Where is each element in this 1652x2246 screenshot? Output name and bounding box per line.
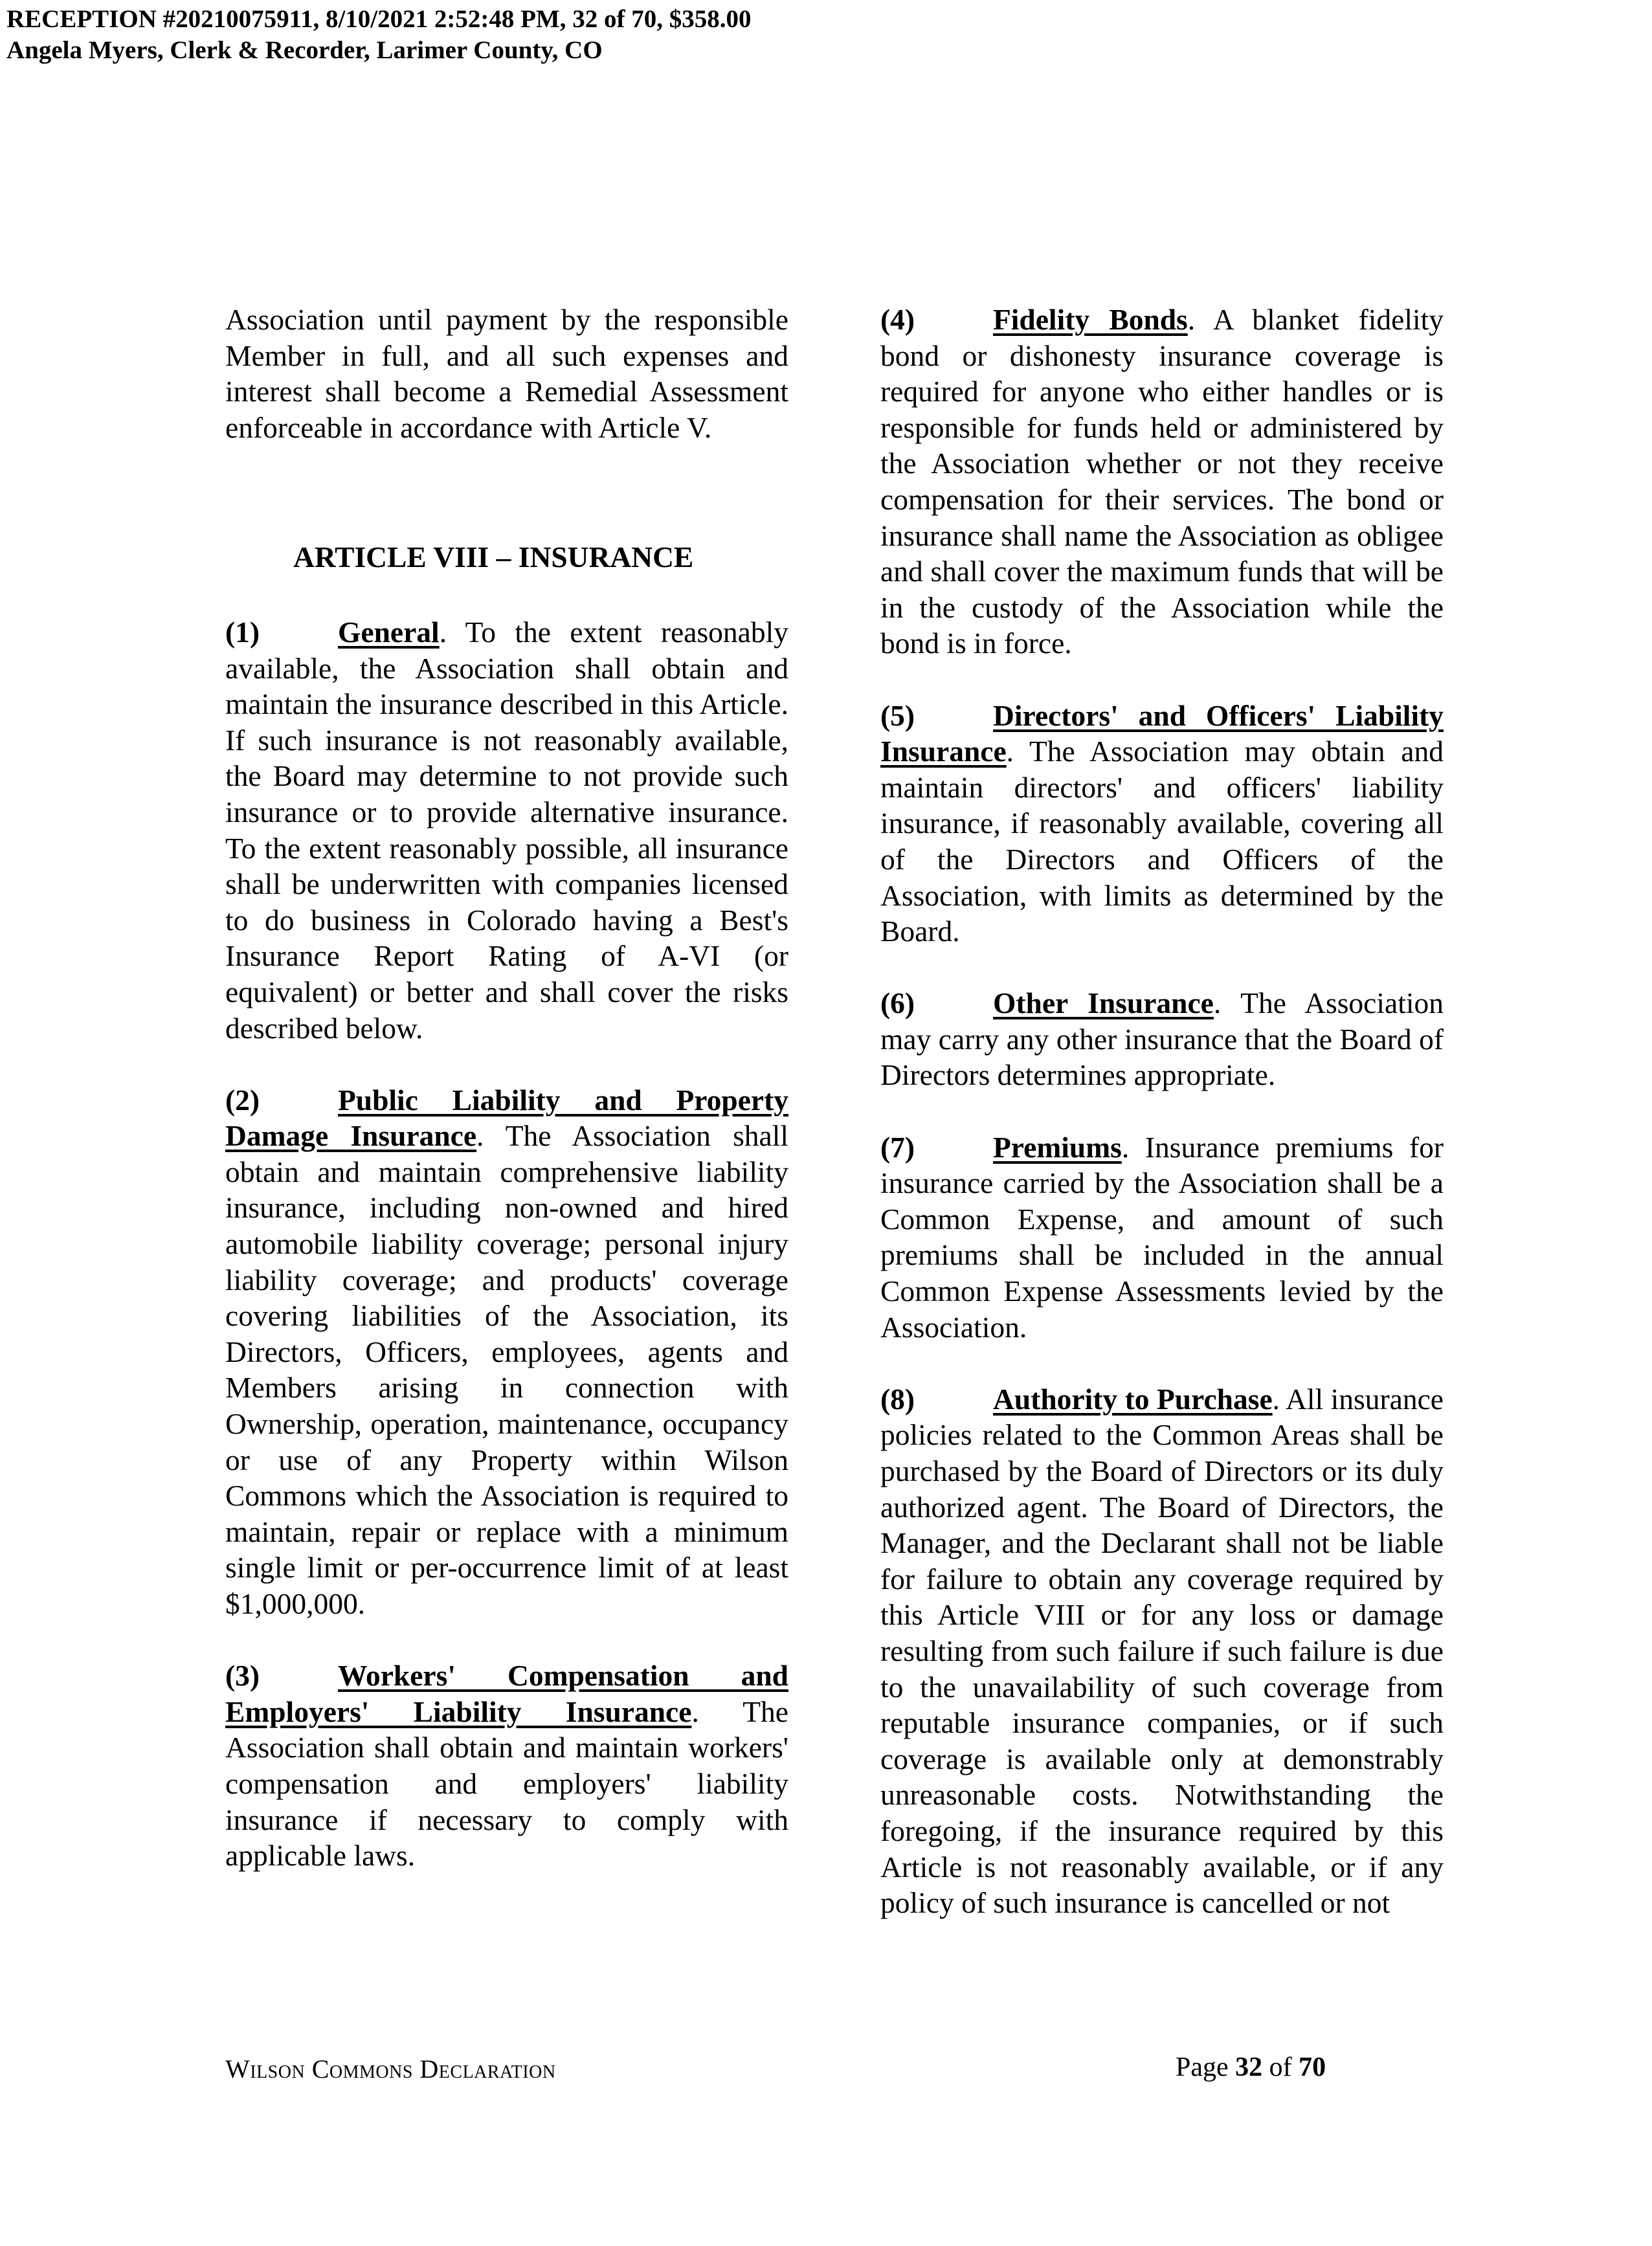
left-column bbox=[225, 302, 788, 1874]
section-heading: Directors' and Officers' Liability Insurance bbox=[880, 698, 1444, 768]
section-number: (5) bbox=[880, 698, 915, 732]
stamp-clerk-line: Angela Myers, Clerk & Recorder, Larimer County, CO bbox=[6, 36, 603, 64]
section-3: (3) Workers' Compensation and Employers' Liability Insurance. The Association shall obtain and maintain workers' compensation and employers' liability insurance if necessary to comply with applicable laws. bbox=[225, 1659, 788, 1873]
section-4: (4) Fidelity Bonds. A blanket fidelity bond or dishonesty insurance coverage is required for anyone who either handles or is responsible for funds held or administered by the Association whether or not they receive compensation for their services. The bond or insurance shall name the Association as obligee and shall cover the maximum funds that will be in the custody of the Association while the bond is in force. bbox=[880, 303, 1444, 660]
footer-page-number bbox=[1176, 2052, 1326, 2083]
section-number: (2) bbox=[225, 1083, 260, 1117]
section-number: (1) bbox=[225, 615, 260, 649]
article-title: ARTICLE VIII – INSURANCE bbox=[293, 540, 694, 574]
stamp-reception-line: RECEPTION #20210075911, 8/10/2021 2:52:48 PM, 32 of 70, $358.00 bbox=[6, 5, 752, 33]
right-column bbox=[880, 302, 1444, 1921]
recording-stamp bbox=[6, 4, 751, 66]
section-body: A blanket fidelity bond or dishonesty insurance coverage is required for anyone who either handles or is responsible for funds held or administered by the Association whether or not they receive compensation for their services. The bond or insurance shall name the Association as obligee and shall cover the maximum funds that will be in the custody of the Association while the bond is in force. bbox=[880, 303, 1444, 660]
section-2: (2) Public Liability and Property Damage Insurance. The Association shall obtain and maintain comprehensive liability insurance, including non-owned and hired automobile liability coverage; personal injury liability coverage; and products' coverage covering liabilities of the Association, its Directors, Officers, employees, agents and Members arising in connection with Ownership, operation, maintenance, occupancy or use of any Property within Wilson Commons which the Association is required to maintain, repair or replace with a minimum single limit or per-occurrence limit of at least $1,000,000. bbox=[225, 1083, 788, 1620]
section-heading: Workers' Compensation and Employers' Liability Insurance bbox=[225, 1659, 788, 1728]
continuation-paragraph: Association until payment by the responsible Member in full, and all such expenses and interest shall become a Remedial Assessment enforceable in accordance with Article V. bbox=[225, 303, 788, 444]
section-body: The Association shall obtain and maintain workers' compensation and employers' liability insurance if necessary to comply with applicable laws. bbox=[225, 1695, 788, 1873]
section-body: All insurance policies related to the Common Areas shall be purchased by the Board of Directors or its duly authorized agent. The Board of Directors, the Manager, and the Declarant shall not be liable for failure to obtain any coverage required by this Article VIII or for any loss or damage resulting from such failure if such failure is due to the unavailability of such coverage from reputable insurance companies, or if such coverage is available only at demonstrably unreasonable costs. Notwithstanding the foregoing, if the insurance required by this Article is not reasonably available, or if any policy of such insurance is cancelled or not bbox=[880, 1382, 1444, 1920]
section-heading: Other Insurance bbox=[993, 986, 1214, 1020]
section-heading: General bbox=[338, 615, 440, 649]
section-number: (6) bbox=[880, 986, 915, 1020]
section-8: (8) Authority to Purchase. All insurance policies related to the Common Areas shall be purchased by the Board of Directors or its duly authorized agent. The Board of Directors, the Manager, and the Declarant shall not be liable for failure to obtain any coverage required by this Article VIII or for any loss or damage resulting from such failure if such failure is due to the unavailability of such coverage from reputable insurance companies, or if such coverage is available only at demonstrably unreasonable costs. Notwithstanding the foregoing, if the insurance required by this Article is not reasonably available, or if any policy of such insurance is cancelled or not bbox=[880, 1382, 1444, 1920]
page-current: 32 bbox=[1235, 2052, 1263, 2082]
section-body: The Association shall obtain and maintain comprehensive liability insurance, including non-owned and hired automobile liability coverage; personal injury liability coverage; and products' coverage covering liabilities of the Association, its Directors, Officers, employees, agents and Members arising in connection with Ownership, operation, maintenance, occupancy or use of any Property within Wilson Commons which the Association is required to maintain, repair or replace with a minimum single limit or per-occurrence limit of at least $1,000,000. bbox=[225, 1119, 788, 1620]
page-word: Page bbox=[1176, 2052, 1229, 2082]
section-number: (7) bbox=[880, 1130, 915, 1164]
section-heading: Authority to Purchase bbox=[993, 1382, 1273, 1416]
section-1: (1) General. To the extent reasonably available, the Association shall obtain and maintain the insurance described in this Article. If such insurance is not reasonably available, the Board may determine to not provide such insurance or to provide alternative insurance. To the extent reasonably possible, all insurance shall be underwritten with companies licensed to do business in Colorado having a Best's Insurance Report Rating of A-VI (or equivalent) or better and shall cover the risks described below. bbox=[225, 615, 788, 1045]
section-body: Insurance premiums for insurance carried by the Association shall be a Common Expense, and amount of such premiums shall be included in the annual Common Expense Assessments levied by the Association. bbox=[880, 1130, 1444, 1344]
section-number: (8) bbox=[880, 1382, 915, 1416]
section-number: (4) bbox=[880, 303, 915, 336]
section-number: (3) bbox=[225, 1659, 260, 1693]
section-heading: Fidelity Bonds bbox=[993, 303, 1188, 336]
section-5: (5) Directors' and Officers' Liability Insurance. The Association may obtain and maintain directors' and officers' liability insurance, if reasonably available, covering all of the Directors and Officers of the Association, with limits as determined by the Board. bbox=[880, 698, 1444, 948]
section-body: The Association may carry any other insurance that the Board of Directors determines appropriate. bbox=[880, 986, 1444, 1092]
section-heading: Public Liability and Property Damage Insurance bbox=[225, 1083, 788, 1153]
section-7: (7) Premiums. Insurance premiums for insurance carried by the Association shall be a Common Expense, and amount of such premiums shall be included in the annual Common Expense Assessments levied by the Association. bbox=[880, 1130, 1444, 1344]
section-heading: Premiums bbox=[993, 1130, 1122, 1164]
section-body: To the extent reasonably available, the Association shall obtain and maintain the insurance described in this Article. If such insurance is not reasonably available, the Board may determine to not provide such insurance or to provide alternative insurance. To the extent reasonably possible, all insurance shall be underwritten with companies licensed to do business in Colorado having a Best's Insurance Report Rating of A-VI (or equivalent) or better and shall cover the risks described below. bbox=[225, 615, 788, 1045]
of-word: of bbox=[1269, 2052, 1292, 2082]
section-body: The Association may obtain and maintain directors' and officers' liability insurance, if reasonably available, covering all of the Directors and Officers of the Association, with limits as determined by the Board. bbox=[880, 735, 1444, 948]
section-6: (6) Other Insurance. The Association may carry any other insurance that the Board of Directors determines appropriate. bbox=[880, 986, 1444, 1092]
footer-document-title: Wilson Commons Declaration bbox=[225, 2054, 556, 2084]
page-total: 70 bbox=[1299, 2052, 1326, 2082]
